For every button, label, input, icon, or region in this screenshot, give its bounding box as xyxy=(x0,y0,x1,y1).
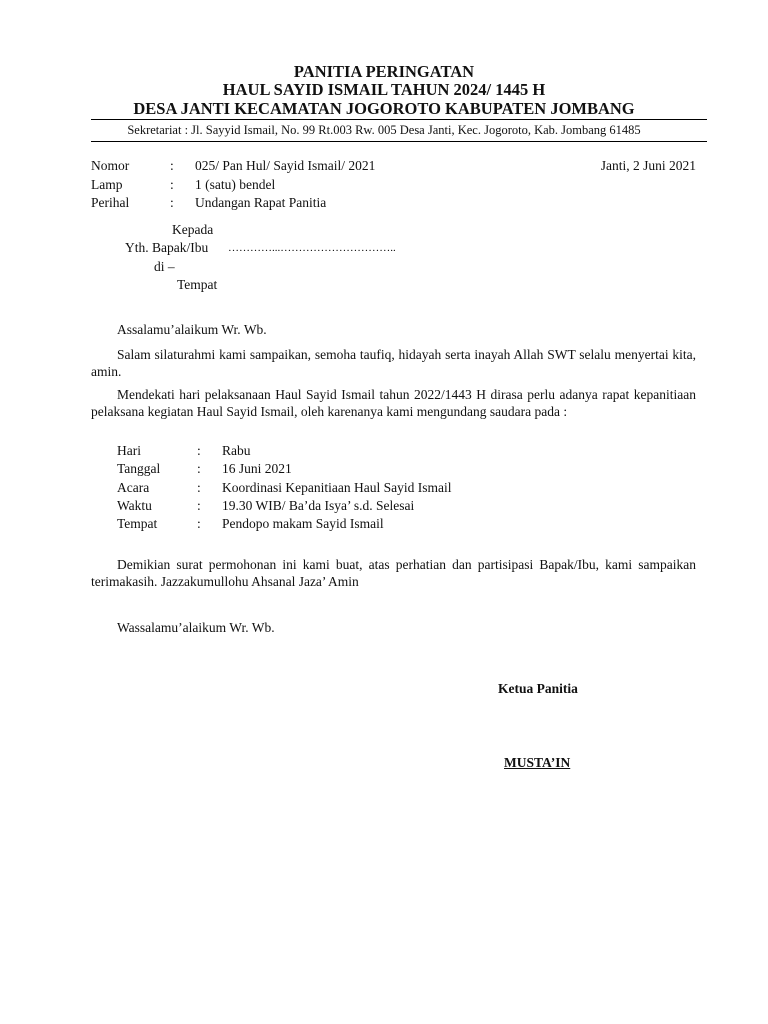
recipient-kepada: Kepada xyxy=(172,222,214,237)
recipient-dots: …………...………………………….. xyxy=(228,242,396,254)
header-bottom-rule xyxy=(91,141,707,142)
detail-label-tempat: Tempat xyxy=(117,516,158,531)
recipient-yth: Yth. Bapak/Ibu xyxy=(125,240,209,255)
paragraph-salam: Salam silaturahmi kami sampaikan, semoha taufiq, hidayah serta inayah Allah SWT selalu menyertai kita, amin. xyxy=(91,347,696,379)
detail-sep: : xyxy=(197,461,201,476)
paragraph-closing: Demikian surat permohonan ini kami buat, atas perhatian dan partisipasi Bapak/Ibu, kami sampaikan terimakasih. Jazzakumullohu Ahsanal Jaza’ Amin xyxy=(91,557,696,589)
signature-name: MUSTA’IN xyxy=(504,755,571,770)
farewell: Wassalamu’alaikum Wr. Wb. xyxy=(117,620,275,635)
meta-value-nomor: 025/ Pan Hul/ Sayid Ismail/ 2021 xyxy=(195,158,376,173)
header-title-line1: PANITIA PERINGATAN xyxy=(293,62,475,81)
detail-sep: : xyxy=(197,443,201,458)
meta-label-lamp: Lamp xyxy=(91,177,123,192)
place-date: Janti, 2 Juni 2021 xyxy=(600,158,696,173)
header-top-rule xyxy=(91,119,707,120)
detail-label-waktu: Waktu xyxy=(117,498,152,513)
recipient-tempat: Tempat xyxy=(177,277,218,292)
meta-sep: : xyxy=(170,158,174,173)
detail-value-acara: Koordinasi Kepanitiaan Haul Sayid Ismail xyxy=(222,480,452,495)
meta-label-nomor: Nomor xyxy=(91,158,130,173)
detail-label-tanggal: Tanggal xyxy=(117,461,161,476)
secretariat-address: Sekretariat : Jl. Sayyid Ismail, No. 99 Rt.003 Rw. 005 Desa Janti, Kec. Jogoroto, Kab. Jombang 61485 xyxy=(127,123,641,137)
detail-value-tanggal: 16 Juni 2021 xyxy=(222,461,292,476)
detail-sep: : xyxy=(197,516,201,531)
paragraph-invitation: Mendekati hari pelaksanaan Haul Sayid Ismail tahun 2022/1443 H dirasa perlu adanya rapat kepanitiaan pelaksana kegiatan Haul Sayid Ismail, oleh karenanya kami mengundang saudara pada : xyxy=(91,387,696,419)
header-title-line2: HAUL SAYID ISMAIL TAHUN 2024/ 1445 H xyxy=(222,80,546,99)
detail-label-acara: Acara xyxy=(117,480,150,495)
meta-label-perihal: Perihal xyxy=(91,195,130,210)
greeting: Assalamu’alaikum Wr. Wb. xyxy=(117,322,267,337)
recipient-di: di – xyxy=(154,259,175,274)
detail-value-waktu: 19.30 WIB/ Ba’da Isya’ s.d. Selesai xyxy=(222,498,415,513)
detail-label-hari: Hari xyxy=(117,443,141,458)
detail-value-hari: Rabu xyxy=(222,443,251,458)
header-title-line3: DESA JANTI KECAMATAN JOGOROTO KABUPATEN JOMBANG xyxy=(133,99,635,118)
detail-value-tempat: Pendopo makam Sayid Ismail xyxy=(222,516,384,531)
meta-sep: : xyxy=(170,177,174,192)
detail-sep: : xyxy=(197,480,201,495)
meta-sep: : xyxy=(170,195,174,210)
meta-value-perihal: Undangan Rapat Panitia xyxy=(195,195,327,210)
meta-value-lamp: 1 (satu) bendel xyxy=(195,177,276,192)
detail-sep: : xyxy=(197,498,201,513)
signature-role: Ketua Panitia xyxy=(498,681,578,696)
